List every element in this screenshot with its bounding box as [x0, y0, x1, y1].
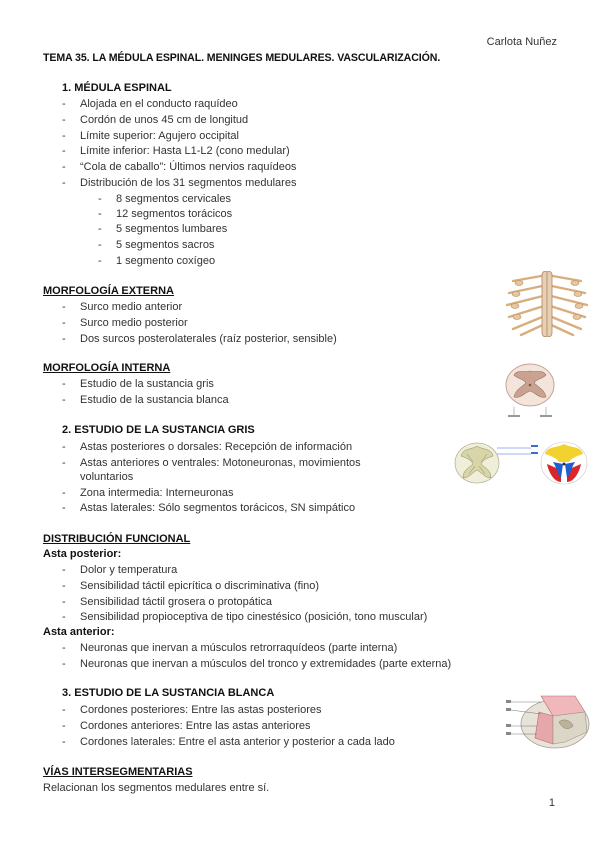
page-title: TEMA 35. LA MÉDULA ESPINAL. MENINGES MEDULARES. VASCULARIZACIÓN. [43, 52, 441, 64]
list-item: - Zona intermedia: Interneuronas [62, 487, 234, 499]
list-item: - Neuronas que inervan a músculos del tronco y extremidades (parte externa) [62, 658, 452, 670]
list-item: - Sensibilidad táctil epicrítica o discriminativa (fino) [62, 580, 320, 592]
list-item: - Dolor y temperatura [62, 564, 178, 576]
list-item: - Dos surcos posterolaterales (raíz posterior, sensible) [62, 333, 337, 345]
sub-list-item: - 5 segmentos sacros [98, 239, 215, 251]
list-item: - Límite superior: Agujero occipital [62, 130, 239, 142]
list-item: - Neuronas que inervan a músculos retrorraquídeos (parte interna) [62, 642, 398, 654]
list-item: - Astas anteriores o ventrales: Motoneuronas, movimientos [62, 457, 361, 469]
list-item: - Surco medio posterior [62, 317, 188, 329]
morf-ext-heading: MORFOLOGÍA EXTERNA [43, 285, 174, 297]
sub-list-item: - 8 segmentos cervicales [98, 193, 231, 205]
list-item: - Estudio de la sustancia blanca [62, 394, 229, 406]
spinal-cord-cross-section-illustration [500, 361, 560, 419]
vias-heading: VÍAS INTERSEGMENTARIAS [43, 766, 193, 778]
gray-matter-illustration [453, 440, 591, 486]
author-name: Carlota Nuñez [486, 36, 557, 48]
section-2-heading: 2. ESTUDIO DE LA SUSTANCIA GRIS [62, 424, 255, 436]
section-3-heading: 3. ESTUDIO DE LA SUSTANCIA BLANCA [62, 687, 275, 699]
list-item: - Surco medio anterior [62, 301, 183, 313]
sub-list-item: - 5 segmentos lumbares [98, 223, 228, 235]
list-item: - Estudio de la sustancia gris [62, 378, 214, 390]
vias-text: Relacionan los segmentos medulares entre sí. [43, 782, 270, 794]
section-1-heading: 1. MÉDULA ESPINAL [62, 82, 172, 94]
list-item: - Sensibilidad propioceptiva de tipo cinestésico (posición, tono muscular) [62, 611, 428, 623]
spinal-cord-external-illustration [503, 271, 591, 337]
sub-list-item: - 1 segmento coxígeo [98, 255, 216, 267]
list-item: - Distribución de los 31 segmentos medulares [62, 177, 297, 189]
list-item-continuation: voluntarios [80, 471, 134, 483]
white-matter-illustration [505, 688, 591, 752]
list-item: - Sensibilidad táctil grosera o protopática [62, 596, 273, 608]
page-number: 1 [548, 797, 555, 809]
sub-list-item: - 12 segmentos torácicos [98, 208, 233, 220]
list-item: - Cordones laterales: Entre el asta anterior y posterior a cada lado [62, 736, 395, 748]
asta-posterior-label: Asta posterior: [43, 548, 122, 560]
list-item: - Cordón de unos 45 cm de longitud [62, 114, 249, 126]
list-item: - Astas posteriores o dorsales: Recepción de información [62, 441, 353, 453]
list-item: - Alojada en el conducto raquídeo [62, 98, 238, 110]
list-item: - “Cola de caballo”: Últimos nervios raquídeos [62, 161, 297, 173]
list-item: - Límite inferior: Hasta L1-L2 (cono medular) [62, 145, 290, 157]
asta-anterior-label: Asta anterior: [43, 626, 115, 638]
dist-heading: DISTRIBUCIÓN FUNCIONAL [43, 533, 191, 545]
list-item: - Cordones anteriores: Entre las astas anteriores [62, 720, 311, 732]
list-item: - Astas laterales: Sólo segmentos torácicos, SN simpático [62, 502, 356, 514]
morf-int-heading: MORFOLOGÍA INTERNA [43, 362, 171, 374]
list-item: - Cordones posteriores: Entre las astas posteriores [62, 704, 322, 716]
